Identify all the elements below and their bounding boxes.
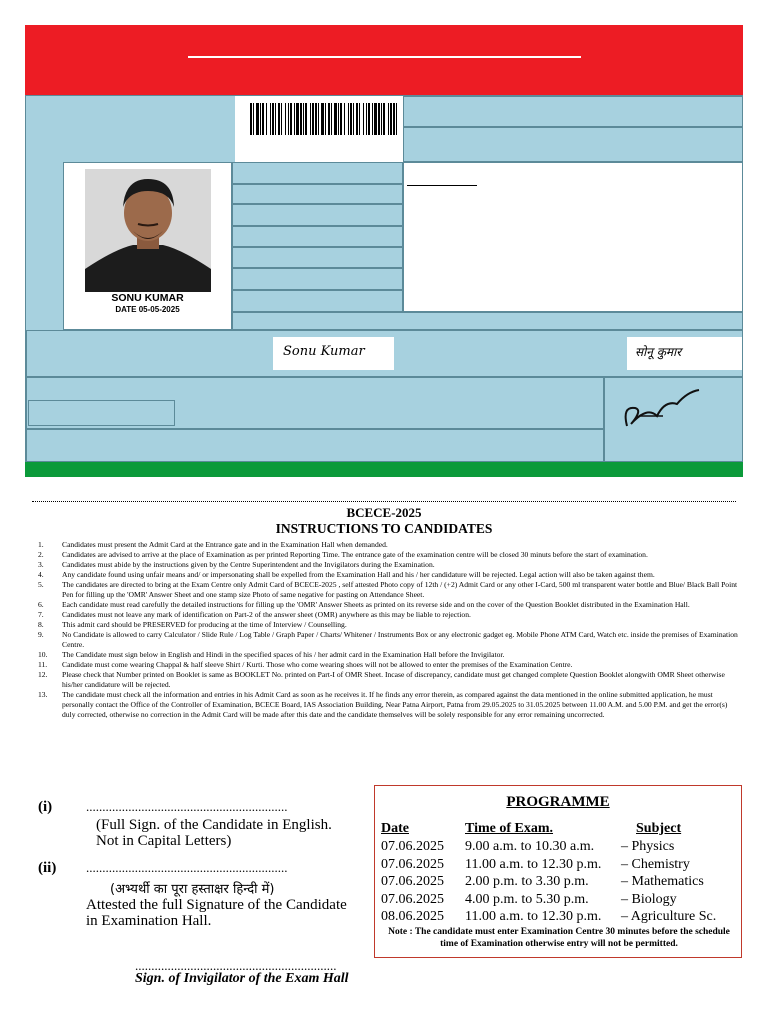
card-field-row bbox=[26, 429, 604, 462]
signature-english bbox=[273, 337, 394, 370]
sig-label-ii: (ii) bbox=[38, 860, 57, 876]
invigilator-sign-label: Sign. of Invigilator of the Exam Hall bbox=[135, 971, 349, 986]
instruction-item bbox=[38, 650, 738, 660]
instruction-item bbox=[38, 660, 738, 670]
instruction-number: 3. bbox=[38, 560, 44, 569]
programme-time: 11.00 a.m. to 12.30 p.m. bbox=[465, 856, 602, 872]
card-field-row bbox=[403, 127, 743, 162]
programme-subject: – Agriculture Sc. bbox=[621, 909, 717, 924]
instruction-item bbox=[38, 560, 738, 570]
programme-title: PROGRAMME bbox=[506, 794, 610, 810]
instruction-text: The Candidate must sign below in English and Hindi in the specified spaces of his / her admit card in the Examination Hall before the Invigilator. bbox=[62, 650, 505, 659]
candidate-photo bbox=[85, 169, 211, 292]
instruction-text: Please check that Number printed on Booklet is same as BOOKLET No. printed on Part-I of OMR Sheet. Incase of discrepancy, candidate must get changed complete Question Booklet alongwith OMR Sheet otherwise his/her candidature will be rejected. bbox=[62, 670, 725, 689]
admit-card-footer-band bbox=[25, 462, 743, 477]
card-field-row bbox=[232, 226, 403, 247]
card-details-panel bbox=[403, 162, 743, 312]
signature-hindi bbox=[627, 337, 742, 370]
programme-header-time: Time of Exam. bbox=[465, 821, 554, 836]
card-field-row bbox=[403, 96, 743, 127]
sig-text-i-line2: Not in Capital Letters) bbox=[96, 833, 232, 849]
sig-line-i: .............................................................. bbox=[86, 799, 288, 814]
programme-date: 08.06.2025 bbox=[381, 909, 444, 924]
instruction-text: Candidates are advised to arrive at the place of Examination as per printed Reporting Time. The entrance gate of the examination centre will be closed 30 minuts before the start of examination. bbox=[62, 550, 648, 559]
instruction-text: Candidate must come wearing Chappal & half sleeve Shirt / Kurti. Those who come wearing shoes will not be allowed to enter the premises of the Examination Centre. bbox=[62, 660, 573, 669]
card-field-box bbox=[28, 400, 175, 426]
programme-date: 07.06.2025 bbox=[381, 856, 444, 872]
instruction-number: 11. bbox=[38, 660, 48, 669]
card-field-row bbox=[232, 312, 743, 330]
admit-card-body bbox=[25, 95, 743, 463]
programme-date: 07.06.2025 bbox=[381, 839, 444, 854]
instruction-item bbox=[38, 620, 738, 630]
programme-date: 07.06.2025 bbox=[381, 891, 444, 907]
sig-line-ii: .............................................................. bbox=[86, 860, 288, 875]
instruction-number: 2. bbox=[38, 550, 44, 559]
card-field-row bbox=[232, 247, 403, 268]
instruction-item bbox=[38, 600, 738, 610]
card-field-row bbox=[232, 184, 403, 204]
instruction-item bbox=[38, 670, 738, 690]
card-field-row bbox=[232, 290, 403, 312]
card-field-row bbox=[232, 204, 403, 226]
programme-subject: – Mathematics bbox=[621, 874, 704, 889]
programme-time: 11.00 a.m. to 12.30 p.m. bbox=[465, 909, 602, 924]
programme-box bbox=[374, 785, 742, 958]
candidate-name: SONU KUMAR bbox=[111, 292, 184, 304]
instruction-text: The candidate must check all the information and entries in his Admit Card as soon as he receives it. If he finds any error therein, as compared against the data mentioned in the online submitted application, he must personally contact the Office of the Controller of Examination, BCECE Board, IAS Association Building, Near Patna Airport, Patna from 29.05.2025 to 31.05.2025 between 11.00 A.M. and 5.00 P.M. and get the error(s) duly corrected, otherwise no correction in the Admit Card will be made after this date and the candidate themselves will be solely responsible for any error remaining uncorrected. bbox=[62, 690, 728, 719]
programme-subject: – Biology bbox=[621, 891, 677, 907]
instruction-item bbox=[38, 630, 738, 650]
instruction-item bbox=[38, 550, 738, 560]
invigilator-sign-line: .............................................................. bbox=[135, 958, 337, 973]
cut-line bbox=[32, 501, 736, 502]
field-underline bbox=[407, 185, 477, 186]
signature-hindi-text: सोनू कुमार bbox=[635, 345, 682, 359]
instruction-number: 7. bbox=[38, 610, 44, 619]
sig-text-ii-line1: Attested the full Signature of the Candidate bbox=[86, 897, 347, 913]
card-field-row bbox=[232, 162, 403, 184]
instruction-item bbox=[38, 690, 738, 720]
instruction-text: This admit card should be PRESERVED for producing at the time of Interview / Counselling. bbox=[62, 620, 347, 629]
instruction-number: 5. bbox=[38, 580, 44, 589]
programme-subject: – Chemistry bbox=[621, 856, 690, 872]
instruction-number: 10. bbox=[38, 650, 48, 659]
instruction-text: Each candidate must read carefully the detailed instructions for filling up the 'OMR' Answer Sheets as printed on its reverse side and on the cover of the Question Booklet distributed in the Examination Hall. bbox=[62, 600, 690, 609]
admit-card-header-band bbox=[25, 25, 743, 95]
instructions-heading: INSTRUCTIONS TO CANDIDATES bbox=[275, 521, 493, 536]
programme-time: 2.00 p.m. to 3.30 p.m. bbox=[465, 874, 589, 889]
instruction-number: 13. bbox=[38, 690, 48, 699]
instruction-number: 6. bbox=[38, 600, 44, 609]
instruction-number: 4. bbox=[38, 570, 44, 579]
instruction-number: 12. bbox=[38, 670, 48, 679]
header-title-underline bbox=[188, 56, 581, 58]
instruction-item bbox=[38, 540, 738, 550]
instruction-text: Any candidate found using unfair means and/ or impersonating shall be expelled from the Examination Hall and his / her candidature will be rejected. Legal action will also be taken against them. bbox=[62, 570, 655, 579]
instruction-item bbox=[38, 580, 738, 600]
card-field-row bbox=[232, 268, 403, 290]
instruction-text: Candidates must not leave any mark of identification on Part-2 of the answer sheet (OMR) anywhere as this may be liable to rejection. bbox=[62, 610, 471, 619]
sig-text-i-line1: (Full Sign. of the Candidate in English. bbox=[96, 817, 332, 833]
programme-subject: – Physics bbox=[621, 839, 675, 854]
programme-time: 4.00 p.m. to 5.30 p.m. bbox=[465, 891, 589, 907]
signature-english-text: Sonu Kumar bbox=[283, 344, 365, 359]
programme-date: 07.06.2025 bbox=[381, 874, 444, 889]
programme-time: 9.00 a.m. to 10.30 a.m. bbox=[465, 839, 595, 854]
sig-label-i: (i) bbox=[38, 799, 53, 815]
instruction-number: 8. bbox=[38, 620, 44, 629]
instruction-number: 1. bbox=[38, 540, 44, 549]
instruction-text: Candidates must present the Admit Card at the Entrance gate and in the Examination Hall when demanded. bbox=[62, 540, 388, 549]
programme-note: Note : The candidate must enter Examination Centre 30 minutes before the schedule time of Examination otherwise entry will not be permitted. bbox=[388, 927, 730, 949]
barcode-area bbox=[235, 96, 403, 162]
instruction-number: 9. bbox=[38, 630, 44, 639]
programme-header-date: Date bbox=[381, 821, 409, 836]
sig-text-ii-hindi: (अभ्यर्थी का पूरा हस्ताक्षर हिन्दी में) bbox=[110, 882, 275, 897]
exam-title: BCECE-2025 bbox=[346, 505, 422, 520]
signature-row bbox=[26, 330, 743, 377]
instruction-text: No Candidate is allowed to carry Calculator / Slide Rule / Log Table / Graph Paper / Charts/ Whitener / Instruments Box or any electronic gadget eg. Mobile Phone ATM Card, Watch etc. inside the premises of Examination Centre. bbox=[62, 630, 738, 649]
candidate-photo-frame bbox=[63, 162, 232, 330]
programme-header-subject: Subject bbox=[636, 821, 682, 836]
instructions-list bbox=[38, 540, 738, 720]
instruction-text: Candidates must abide by the instructions given by the Centre Superintendent and the Invigilators during the Examination. bbox=[62, 560, 435, 569]
invigilator-signature-mark bbox=[617, 386, 707, 436]
instruction-text: The candidates are directed to bring at the Exam Centre only Admit Card of BCECE-2025 , self attested Photo copy of 12th / (+2) Admit Card or any other I-Card, 500 ml transparent water bottle and Blue/ Black Ball Point Pen for filling up the 'OMR' Answer Sheet and one stamp size Photo of same negative for pasting on Attendance Sheet. bbox=[62, 580, 738, 599]
invigilator-sign-area bbox=[604, 377, 743, 462]
instruction-item bbox=[38, 610, 738, 620]
sig-text-ii-line2: in Examination Hall. bbox=[86, 913, 212, 929]
photo-date: DATE 05-05-2025 bbox=[115, 305, 180, 314]
barcode-image bbox=[250, 103, 398, 135]
instruction-item bbox=[38, 570, 738, 580]
